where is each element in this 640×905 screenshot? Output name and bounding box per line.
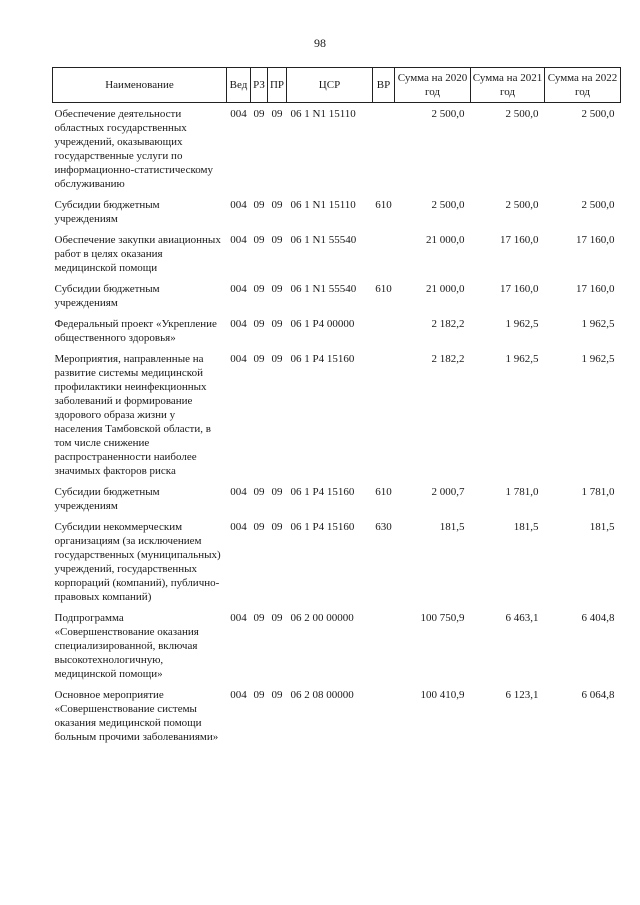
cell-name: Субсидии бюджетным учреждениям [54,486,160,512]
table-row [53,103,621,195]
cell-name: Субсидии некоммерческим организациям (за исключением государственных (муниципальных) учреждений, государственных корпораций (компаний), публично-правовых компаний) [54,521,221,603]
cell-vr [373,348,395,481]
budget-table [52,67,621,747]
header-ved: Вед [227,68,251,103]
cell-rz: 09 [253,353,265,365]
cell-ved: 004 [230,283,247,295]
cell-sum-2022: 17 160,0 [576,283,615,295]
cell-sum-2022: 2 500,0 [581,108,615,120]
cell-ved: 004 [230,612,247,624]
cell-vr: 610 [375,486,392,498]
table-row [53,278,621,313]
cell-sum-2021: 6 463,1 [505,612,539,624]
cell-sum-2021: 17 160,0 [500,283,539,295]
cell-rz: 09 [253,234,265,246]
table-row [53,313,621,348]
header-rz: РЗ [251,68,268,103]
cell-vr [373,684,395,747]
cell-sum-2022: 181,5 [589,521,615,533]
table-header [53,68,621,103]
cell-rz: 09 [253,521,265,533]
cell-pr: 09 [271,108,283,120]
cell-rz: 09 [253,689,265,701]
cell-ved: 004 [230,521,247,533]
cell-vr: 610 [375,199,392,211]
cell-sum-2020: 100 410,9 [420,689,465,701]
cell-sum-2022: 1 962,5 [581,318,615,330]
cell-vr: 630 [375,521,392,533]
cell-pr: 09 [271,234,283,246]
cell-sum-2021: 1 962,5 [505,353,539,365]
table-row [53,194,621,229]
cell-pr: 09 [271,486,283,498]
header-vr: ВР [373,68,395,103]
cell-sum-2022: 1 781,0 [581,486,615,498]
cell-sum-2021: 6 123,1 [505,689,539,701]
cell-sum-2021: 17 160,0 [500,234,539,246]
cell-csr: 06 1 P4 15160 [290,521,355,533]
cell-name: Субсидии бюджетным учреждениям [54,199,160,225]
cell-ved: 004 [230,108,247,120]
cell-pr: 09 [271,521,283,533]
cell-name: Федеральный проект «Укрепление общественного здоровья» [54,318,217,344]
cell-sum-2020: 21 000,0 [426,234,465,246]
cell-vr: 610 [375,283,392,295]
cell-name: Обеспечение деятельности областных государственных учреждений, оказывающих государственные услуги по информационно-статистическому обслуживанию [54,108,214,190]
cell-csr: 06 2 08 00000 [290,689,354,701]
cell-sum-2020: 21 000,0 [426,283,465,295]
cell-rz: 09 [253,318,265,330]
cell-sum-2020: 2 000,7 [431,486,465,498]
cell-name: Обеспечение закупки авиационных работ в целях оказания медицинской помощи [54,234,221,274]
cell-sum-2022: 6 064,8 [581,689,615,701]
cell-csr: 06 1 N1 15110 [290,108,356,120]
cell-rz: 09 [253,199,265,211]
cell-sum-2021: 1 962,5 [505,318,539,330]
cell-csr: 06 1 P4 15160 [290,486,355,498]
header-sum-2022: Сумма на 2022 год [545,68,621,103]
cell-name: Основное мероприятие «Совершенствование системы оказания медицинской помощи больным прочими заболеваниями» [54,689,219,743]
cell-sum-2021: 2 500,0 [505,108,539,120]
cell-rz: 09 [253,612,265,624]
table-row [53,229,621,278]
cell-rz: 09 [253,108,265,120]
cell-vr [373,313,395,348]
cell-vr [373,607,395,684]
cell-pr: 09 [271,612,283,624]
cell-ved: 004 [230,689,247,701]
cell-sum-2020: 100 750,9 [420,612,465,624]
cell-sum-2020: 2 500,0 [431,199,465,211]
cell-sum-2020: 2 500,0 [431,108,465,120]
cell-name: Субсидии бюджетным учреждениям [54,283,160,309]
cell-sum-2020: 181,5 [439,521,465,533]
cell-ved: 004 [230,318,247,330]
table-body [53,103,621,748]
cell-name: Подпрограмма «Совершенствование оказания специализированной, включая высокотехнологичную, медицинской помощи» [54,612,199,680]
cell-ved: 004 [230,234,247,246]
table-row [53,684,621,747]
header-csr: ЦСР [287,68,373,103]
table-row [53,516,621,607]
header-pr: ПР [268,68,287,103]
cell-sum-2022: 1 962,5 [581,353,615,365]
cell-sum-2022: 2 500,0 [581,199,615,211]
cell-rz: 09 [253,486,265,498]
cell-vr [373,103,395,195]
header-sum-2020: Сумма на 2020 год [395,68,471,103]
cell-name: Мероприятия, направленные на развитие системы медицинской профилактики неинфекционных заболеваний и формирование здорового образа жизни у населения Тамбовской области, в том числе снижение распространенности наиболее значимых факторов риска [54,353,211,477]
cell-sum-2022: 17 160,0 [576,234,615,246]
table-row [53,481,621,516]
header-sum-2021: Сумма на 2021 год [471,68,545,103]
cell-rz: 09 [253,283,265,295]
cell-csr: 06 1 N1 55540 [290,234,357,246]
header-name: Наименование [53,68,227,103]
cell-csr: 06 1 P4 15160 [290,353,355,365]
cell-pr: 09 [271,689,283,701]
page-number: 98 [314,36,326,50]
table-row [53,607,621,684]
cell-pr: 09 [271,199,283,211]
cell-ved: 004 [230,199,247,211]
cell-pr: 09 [271,353,283,365]
cell-csr: 06 1 P4 00000 [290,318,355,330]
cell-sum-2020: 2 182,2 [431,353,465,365]
cell-sum-2021: 2 500,0 [505,199,539,211]
table-row [53,348,621,481]
cell-sum-2021: 181,5 [513,521,539,533]
cell-ved: 004 [230,486,247,498]
cell-csr: 06 1 N1 55540 [290,283,357,295]
cell-vr [373,229,395,278]
cell-pr: 09 [271,283,283,295]
cell-csr: 06 1 N1 15110 [290,199,356,211]
cell-sum-2022: 6 404,8 [581,612,615,624]
cell-ved: 004 [230,353,247,365]
cell-sum-2021: 1 781,0 [505,486,539,498]
cell-csr: 06 2 00 00000 [290,612,354,624]
cell-pr: 09 [271,318,283,330]
cell-sum-2020: 2 182,2 [431,318,465,330]
